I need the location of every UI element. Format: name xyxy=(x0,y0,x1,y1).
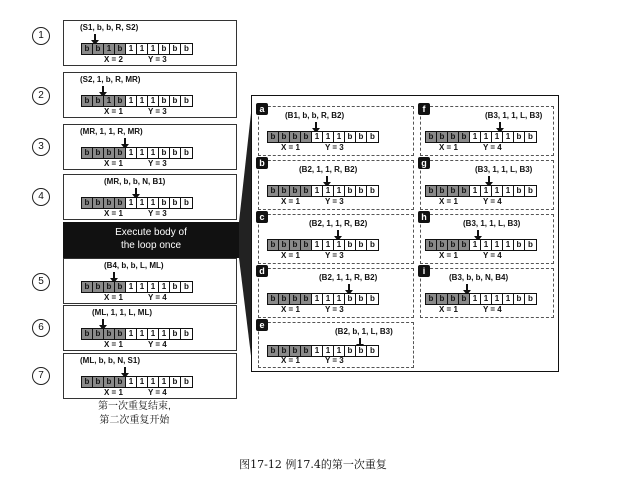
tape-cell: b xyxy=(184,148,189,157)
tape-cell: b xyxy=(170,96,181,106)
tape-cell: b xyxy=(93,44,104,54)
tape-cell: b xyxy=(345,240,356,250)
tape-cell: b xyxy=(170,148,181,158)
counter-values: X = 1 Y = 3 xyxy=(104,159,167,168)
tape-cell: 1 xyxy=(148,96,159,106)
tape-cell: 1 xyxy=(137,329,148,339)
tape-cell: 1 xyxy=(137,148,148,158)
tape-cell: b xyxy=(184,96,189,105)
tape-cell: b xyxy=(82,198,93,208)
tape-cell: b xyxy=(279,186,290,196)
tape-cell: b xyxy=(104,148,115,158)
tape-cell: 1 xyxy=(503,186,514,196)
counter-values: X = 1 Y = 4 xyxy=(104,340,167,349)
tape-cell: b xyxy=(93,377,104,387)
tape-cell: 1 xyxy=(159,377,170,387)
tape-cell: 1 xyxy=(312,132,323,142)
loop-body-panel xyxy=(251,95,559,372)
tape-cell: b xyxy=(514,132,525,142)
tape-cell: b xyxy=(301,346,312,356)
substep-label: g xyxy=(418,157,430,169)
tape-cell: b xyxy=(268,240,279,250)
tape-cell: b xyxy=(290,294,301,304)
tape-cell: b xyxy=(82,377,93,387)
tape-cell: 1 xyxy=(492,240,503,250)
counter-values: X = 1 Y = 4 xyxy=(439,251,502,260)
tape-cell: b xyxy=(170,329,181,339)
tape-cell: 1 xyxy=(492,294,503,304)
tape-cell: b xyxy=(448,294,459,304)
substep-i xyxy=(420,268,554,318)
substep-label: a xyxy=(256,103,268,115)
tape-cell: 1 xyxy=(126,44,137,54)
tape-cell: b xyxy=(104,329,115,339)
tape-cell: b xyxy=(115,377,126,387)
tape-cell: b xyxy=(528,186,533,195)
substep-g xyxy=(420,160,554,210)
counter-values: X = 1 Y = 4 xyxy=(439,197,502,206)
transition-tuple: (B4, b, b, L, ML) xyxy=(104,261,164,270)
tape-cell: b xyxy=(437,132,448,142)
counter-values: X = 1 Y = 3 xyxy=(281,305,344,314)
tape-cell: b xyxy=(356,186,367,196)
tape-cell: 1 xyxy=(323,132,334,142)
tape-cell: b xyxy=(356,132,367,142)
step-panel xyxy=(63,124,237,170)
tape-cell: b xyxy=(426,186,437,196)
tape-cell: 1 xyxy=(148,329,159,339)
tape-cell: 1 xyxy=(104,44,115,54)
tape-cell: b xyxy=(514,186,525,196)
tape-cell: b xyxy=(170,198,181,208)
tape-cell: b xyxy=(279,346,290,356)
counter-values: X = 1 Y = 3 xyxy=(281,356,344,365)
tape-cell: b xyxy=(82,96,93,106)
step-number: 1 xyxy=(32,27,50,45)
tape-cell: 1 xyxy=(481,240,492,250)
substep-label: d xyxy=(256,265,268,277)
transition-tuple: (ML, b, b, N, S1) xyxy=(80,356,140,365)
substep-b xyxy=(258,160,414,210)
step-panel xyxy=(63,258,237,304)
tape-cell: b xyxy=(115,44,126,54)
tape xyxy=(425,293,537,305)
counter-values: X = 1 Y = 3 xyxy=(281,197,344,206)
tape-cell: 1 xyxy=(137,282,148,292)
tape-cell: 1 xyxy=(334,294,345,304)
tape-cell: 1 xyxy=(334,346,345,356)
tape-cell: b xyxy=(279,240,290,250)
head-arrow-icon xyxy=(499,122,501,129)
transition-tuple: (B2, 1, 1, R, B2) xyxy=(319,273,378,282)
tape-cell: b xyxy=(268,186,279,196)
transition-tuple: (ML, 1, 1, L, ML) xyxy=(92,308,152,317)
tape xyxy=(81,197,193,209)
tape xyxy=(267,185,379,197)
tape-cell: b xyxy=(437,240,448,250)
tape-cell: 1 xyxy=(334,132,345,142)
tape xyxy=(267,131,379,143)
transition-tuple: (B3, 1, 1, L, B3) xyxy=(475,165,533,174)
tape-cell: b xyxy=(159,198,170,208)
tape-cell: 1 xyxy=(481,132,492,142)
tape-cell: 1 xyxy=(323,346,334,356)
transition-tuple: (MR, 1, 1, R, MR) xyxy=(80,127,143,136)
tape-cell: b xyxy=(184,329,189,338)
tape-cell: b xyxy=(159,148,170,158)
tape-cell: b xyxy=(370,132,375,141)
tape-cell: b xyxy=(345,186,356,196)
tape xyxy=(425,131,537,143)
step-number: 2 xyxy=(32,87,50,105)
tape-cell: b xyxy=(93,96,104,106)
transition-tuple: (S2, 1, b, R, MR) xyxy=(80,75,141,84)
tape-cell: b xyxy=(528,240,533,249)
transition-tuple: (S1, b, b, R, S2) xyxy=(80,23,139,32)
counter-values: X = 1 Y = 3 xyxy=(281,143,344,152)
tape-cell: 1 xyxy=(126,282,137,292)
head-arrow-icon xyxy=(359,338,361,345)
tape-cell: 1 xyxy=(159,282,170,292)
tape-cell: b xyxy=(82,148,93,158)
substep-label: f xyxy=(418,103,430,115)
tape-cell: b xyxy=(104,377,115,387)
tape xyxy=(81,43,193,55)
tape-cell: b xyxy=(115,282,126,292)
tape-cell: b xyxy=(279,294,290,304)
counter-values: X = 1 Y = 3 xyxy=(281,251,344,260)
head-arrow-icon xyxy=(466,284,468,291)
tape-cell: 1 xyxy=(334,186,345,196)
tape xyxy=(425,239,537,251)
head-arrow-icon xyxy=(124,138,126,145)
substep-label: i xyxy=(418,265,430,277)
transition-tuple: (B3, 1, 1, L, B3) xyxy=(485,111,543,120)
tape-cell: 1 xyxy=(312,346,323,356)
head-arrow-icon xyxy=(326,176,328,183)
tape-cell: b xyxy=(184,44,189,53)
tape-cell: b xyxy=(345,346,356,356)
tape-cell: b xyxy=(437,294,448,304)
step-panel xyxy=(63,174,237,220)
tape-cell: b xyxy=(448,240,459,250)
execute-loop-banner xyxy=(63,222,239,258)
tape-cell: b xyxy=(115,148,126,158)
tape-cell: b xyxy=(356,240,367,250)
step-number: 4 xyxy=(32,188,50,206)
tape-cell: b xyxy=(93,198,104,208)
tape-cell: b xyxy=(448,186,459,196)
tape-cell: b xyxy=(426,132,437,142)
head-arrow-icon xyxy=(102,86,104,93)
tape-cell: 1 xyxy=(137,96,148,106)
tape xyxy=(81,281,193,293)
tape-cell: 1 xyxy=(503,294,514,304)
tape-cell: b xyxy=(115,329,126,339)
tape-cell: 1 xyxy=(492,186,503,196)
tape-cell: b xyxy=(184,198,189,207)
tape-cell: 1 xyxy=(312,186,323,196)
tape-cell: 1 xyxy=(503,132,514,142)
substep-f xyxy=(420,106,554,156)
tape-cell: b xyxy=(82,282,93,292)
counter-values: X = 1 Y = 4 xyxy=(104,293,167,302)
head-arrow-icon xyxy=(113,272,115,279)
tape-cell: 1 xyxy=(312,240,323,250)
counter-values: X = 1 Y = 3 xyxy=(104,209,167,218)
substep-label: h xyxy=(418,211,430,223)
head-arrow-icon xyxy=(477,230,479,237)
tape-cell: b xyxy=(528,132,533,141)
tape-cell: 1 xyxy=(159,329,170,339)
tape-cell: b xyxy=(370,186,375,195)
substep-a xyxy=(258,106,414,156)
transition-tuple: (B2, 1, 1, R, B2) xyxy=(309,219,368,228)
substep-label: e xyxy=(256,319,268,331)
head-arrow-icon xyxy=(348,284,350,291)
tape-cell: b xyxy=(370,294,375,303)
tape-cell: b xyxy=(370,346,375,355)
tape-cell: b xyxy=(82,329,93,339)
step-panel xyxy=(63,72,237,118)
tape-cell: b xyxy=(301,294,312,304)
substep-label: c xyxy=(256,211,268,223)
tape-cell: b xyxy=(528,294,533,303)
step-number: 3 xyxy=(32,138,50,156)
step-panel xyxy=(63,20,237,66)
tape-cell: b xyxy=(459,294,470,304)
counter-values: X = 1 Y = 4 xyxy=(439,143,502,152)
tape-cell: b xyxy=(290,240,301,250)
tape-cell: b xyxy=(356,294,367,304)
tape-cell: 1 xyxy=(334,240,345,250)
step-panel xyxy=(63,353,237,399)
substep-label: b xyxy=(256,157,268,169)
tape xyxy=(81,147,193,159)
tape xyxy=(81,376,193,388)
tape-cell: 1 xyxy=(137,198,148,208)
tape-cell: b xyxy=(345,294,356,304)
tape-cell: b xyxy=(290,186,301,196)
iteration-note xyxy=(98,400,171,428)
tape-cell: b xyxy=(459,132,470,142)
tape xyxy=(267,293,379,305)
step-number: 5 xyxy=(32,273,50,291)
counter-values: X = 2 Y = 3 xyxy=(104,55,167,64)
execute-line-1: Execute body of xyxy=(115,227,187,238)
substep-h xyxy=(420,214,554,264)
tape-cell: b xyxy=(301,240,312,250)
tape-cell: b xyxy=(290,346,301,356)
tape-cell: 1 xyxy=(148,282,159,292)
tape-cell: 1 xyxy=(126,329,137,339)
head-arrow-icon xyxy=(337,230,339,237)
tape-cell: b xyxy=(356,346,367,356)
head-arrow-icon xyxy=(94,34,96,41)
tape-cell: b xyxy=(115,96,126,106)
tape-cell: 1 xyxy=(492,132,503,142)
tape-cell: 1 xyxy=(148,198,159,208)
substep-c xyxy=(258,214,414,264)
tape-cell: b xyxy=(170,282,181,292)
tape-cell: b xyxy=(514,240,525,250)
tape-cell: b xyxy=(301,186,312,196)
tape-cell: 1 xyxy=(323,240,334,250)
tape-cell: b xyxy=(514,294,525,304)
tape-cell: b xyxy=(268,294,279,304)
tape xyxy=(81,95,193,107)
tape-cell: b xyxy=(459,240,470,250)
tape-cell: b xyxy=(170,377,181,387)
tape-cell: 1 xyxy=(312,294,323,304)
head-arrow-icon xyxy=(135,188,137,195)
tape-cell: b xyxy=(268,346,279,356)
note-line-2: 第二次重复开始 xyxy=(99,415,170,426)
tape-cell: 1 xyxy=(148,148,159,158)
tape-cell: b xyxy=(279,132,290,142)
tape-cell: b xyxy=(115,198,126,208)
transition-tuple: (B3, 1, 1, L, B3) xyxy=(463,219,521,228)
tape-cell: b xyxy=(268,132,279,142)
transition-tuple: (B2, b, 1, L, B3) xyxy=(335,327,393,336)
head-arrow-icon xyxy=(124,367,126,374)
tape-cell: 1 xyxy=(470,132,481,142)
tape-cell: b xyxy=(426,240,437,250)
tape-cell: 1 xyxy=(126,198,137,208)
tape-cell: 1 xyxy=(470,294,481,304)
tape-cell: b xyxy=(93,282,104,292)
tape-cell: b xyxy=(290,132,301,142)
tape-cell: 1 xyxy=(126,96,137,106)
head-arrow-icon xyxy=(488,176,490,183)
tape-cell: 1 xyxy=(481,186,492,196)
tape-cell: b xyxy=(184,282,189,291)
tape-cell: 1 xyxy=(470,240,481,250)
tape-cell: b xyxy=(159,96,170,106)
step-number: 6 xyxy=(32,319,50,337)
tape-cell: 1 xyxy=(470,186,481,196)
tape-cell: b xyxy=(437,186,448,196)
counter-values: X = 1 Y = 4 xyxy=(104,388,167,397)
tape-cell: b xyxy=(104,198,115,208)
transition-tuple: (B2, 1, 1, R, B2) xyxy=(299,165,358,174)
transition-tuple: (MR, b, b, N, B1) xyxy=(104,177,166,186)
tape-cell: 1 xyxy=(126,377,137,387)
tape-cell: b xyxy=(184,377,189,386)
tape-cell: 1 xyxy=(481,294,492,304)
tape-cell: b xyxy=(301,132,312,142)
tape xyxy=(425,185,537,197)
tape-cell: b xyxy=(459,186,470,196)
tape-cell: b xyxy=(448,132,459,142)
head-arrow-icon xyxy=(102,319,104,326)
tape-cell: 1 xyxy=(104,96,115,106)
transition-tuple: (B3, b, b, N, B4) xyxy=(449,273,509,282)
head-arrow-icon xyxy=(315,122,317,129)
tape-cell: 1 xyxy=(137,44,148,54)
step-panel xyxy=(63,305,237,351)
tape-cell: b xyxy=(370,240,375,249)
tape-cell: b xyxy=(93,329,104,339)
tape-cell: 1 xyxy=(503,240,514,250)
tape-cell: 1 xyxy=(148,44,159,54)
tape-cell: 1 xyxy=(137,377,148,387)
tape-cell: 1 xyxy=(148,377,159,387)
step-number: 7 xyxy=(32,367,50,385)
tape-cell: b xyxy=(170,44,181,54)
substep-e xyxy=(258,322,414,368)
tape-cell: 1 xyxy=(323,186,334,196)
execute-line-2: the loop once xyxy=(120,240,182,251)
tape xyxy=(267,239,379,251)
figure-caption: 图17-12 例17.4的第一次重复 xyxy=(239,458,387,471)
tape-cell: b xyxy=(345,132,356,142)
counter-values: X = 1 Y = 4 xyxy=(439,305,502,314)
tape-cell: b xyxy=(93,148,104,158)
tape-cell: b xyxy=(104,282,115,292)
tape-cell: b xyxy=(159,44,170,54)
tape-cell: 1 xyxy=(126,148,137,158)
transition-tuple: (B1, b, b, R, B2) xyxy=(285,111,345,120)
substep-d xyxy=(258,268,414,318)
counter-values: X = 1 Y = 3 xyxy=(104,107,167,116)
tape xyxy=(81,328,193,340)
tape-cell: b xyxy=(426,294,437,304)
tape-cell: 1 xyxy=(323,294,334,304)
note-line-1: 第一次重复结束, xyxy=(98,401,171,412)
tape-cell: b xyxy=(82,44,93,54)
